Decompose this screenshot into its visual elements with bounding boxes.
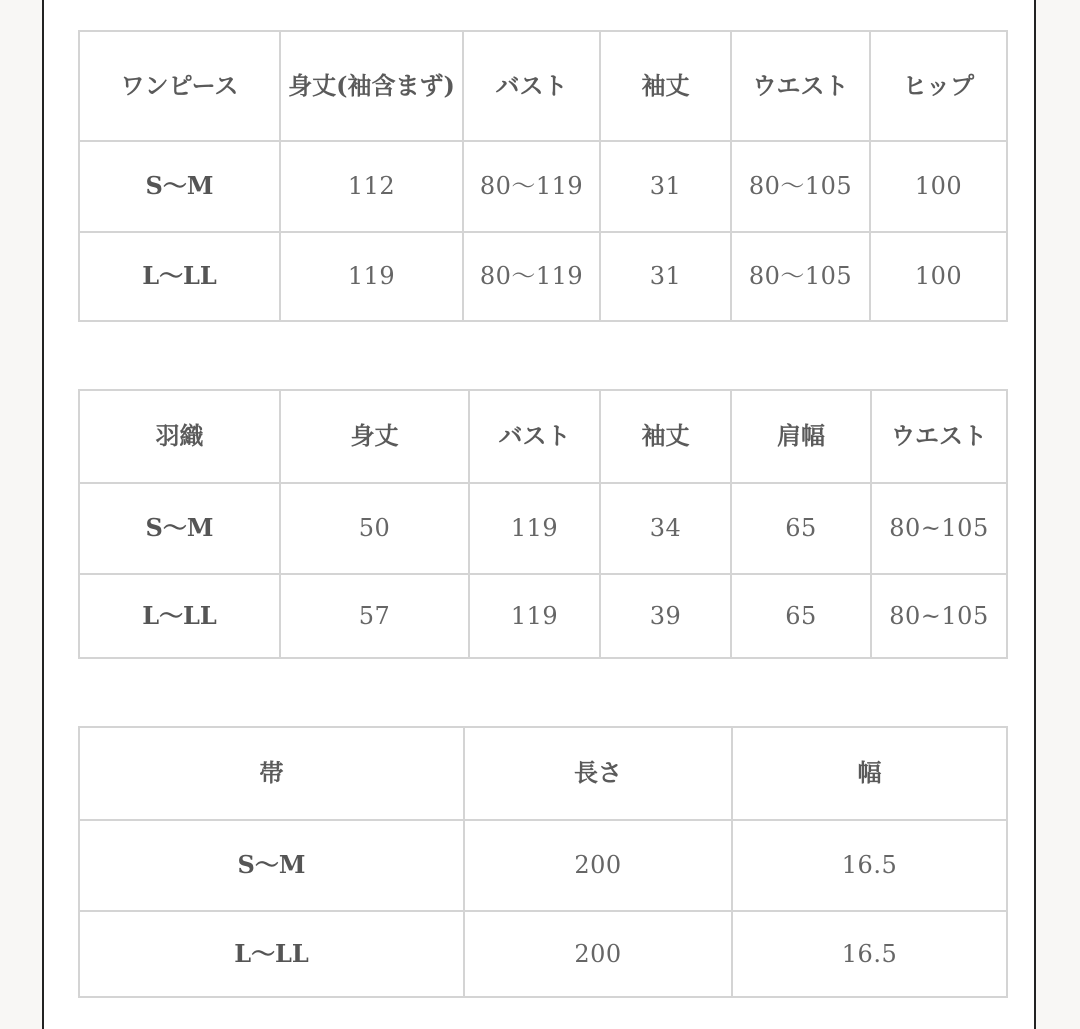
table-cell: 50 xyxy=(280,483,469,574)
obi-size-table xyxy=(78,726,1008,998)
table-cell: 119 xyxy=(280,232,463,321)
table-cell: 34 xyxy=(600,483,731,574)
table-cell: 65 xyxy=(731,483,871,574)
haori-size-table xyxy=(78,389,1008,659)
header-cell: 袖丈 xyxy=(600,31,731,141)
table-cell: 119 xyxy=(469,483,600,574)
header-cell: 身丈(袖含まず) xyxy=(280,31,463,141)
table-cell: 112 xyxy=(280,141,463,232)
header-cell: 身丈 xyxy=(280,390,469,483)
table-cell: 200 xyxy=(464,820,732,911)
size-label: L〜LL xyxy=(79,911,464,997)
table-cell: 16.5 xyxy=(732,911,1007,997)
table-row xyxy=(79,232,1007,321)
header-cell: バスト xyxy=(469,390,600,483)
dress-size-table xyxy=(78,30,1008,322)
size-label: S〜M xyxy=(79,141,280,232)
size-label: S〜M xyxy=(79,820,464,911)
header-cell: ウエスト xyxy=(871,390,1007,483)
header-cell: ワンピース xyxy=(79,31,280,141)
table-row xyxy=(79,483,1007,574)
table-cell: 16.5 xyxy=(732,820,1007,911)
table-header-row xyxy=(79,31,1007,141)
table-cell: 80〜119 xyxy=(463,141,600,232)
table-row xyxy=(79,820,1007,911)
table-cell: 31 xyxy=(600,141,731,232)
table-row xyxy=(79,141,1007,232)
table-cell: 100 xyxy=(870,141,1007,232)
table-cell: 200 xyxy=(464,911,732,997)
table-cell: 39 xyxy=(600,574,731,658)
table-cell: 57 xyxy=(280,574,469,658)
header-cell: バスト xyxy=(463,31,600,141)
size-label: S〜M xyxy=(79,483,280,574)
header-cell: 帯 xyxy=(79,727,464,820)
table-row xyxy=(79,574,1007,658)
table-cell: 119 xyxy=(469,574,600,658)
table-cell: 80〜119 xyxy=(463,232,600,321)
table-cell: 80〜105 xyxy=(731,232,870,321)
content-panel xyxy=(42,0,1036,1029)
header-cell: 袖丈 xyxy=(600,390,731,483)
table-cell: 100 xyxy=(870,232,1007,321)
header-cell: ウエスト xyxy=(731,31,870,141)
header-cell: 長さ xyxy=(464,727,732,820)
header-cell: 幅 xyxy=(732,727,1007,820)
size-label: L〜LL xyxy=(79,232,280,321)
size-label: L〜LL xyxy=(79,574,280,658)
header-cell: 肩幅 xyxy=(731,390,871,483)
table-cell: 80~105 xyxy=(871,574,1007,658)
table-cell: 31 xyxy=(600,232,731,321)
table-cell: 65 xyxy=(731,574,871,658)
table-cell: 80〜105 xyxy=(731,141,870,232)
table-header-row xyxy=(79,390,1007,483)
header-cell: 羽織 xyxy=(79,390,280,483)
table-header-row xyxy=(79,727,1007,820)
table-row xyxy=(79,911,1007,997)
header-cell: ヒップ xyxy=(870,31,1007,141)
table-cell: 80~105 xyxy=(871,483,1007,574)
